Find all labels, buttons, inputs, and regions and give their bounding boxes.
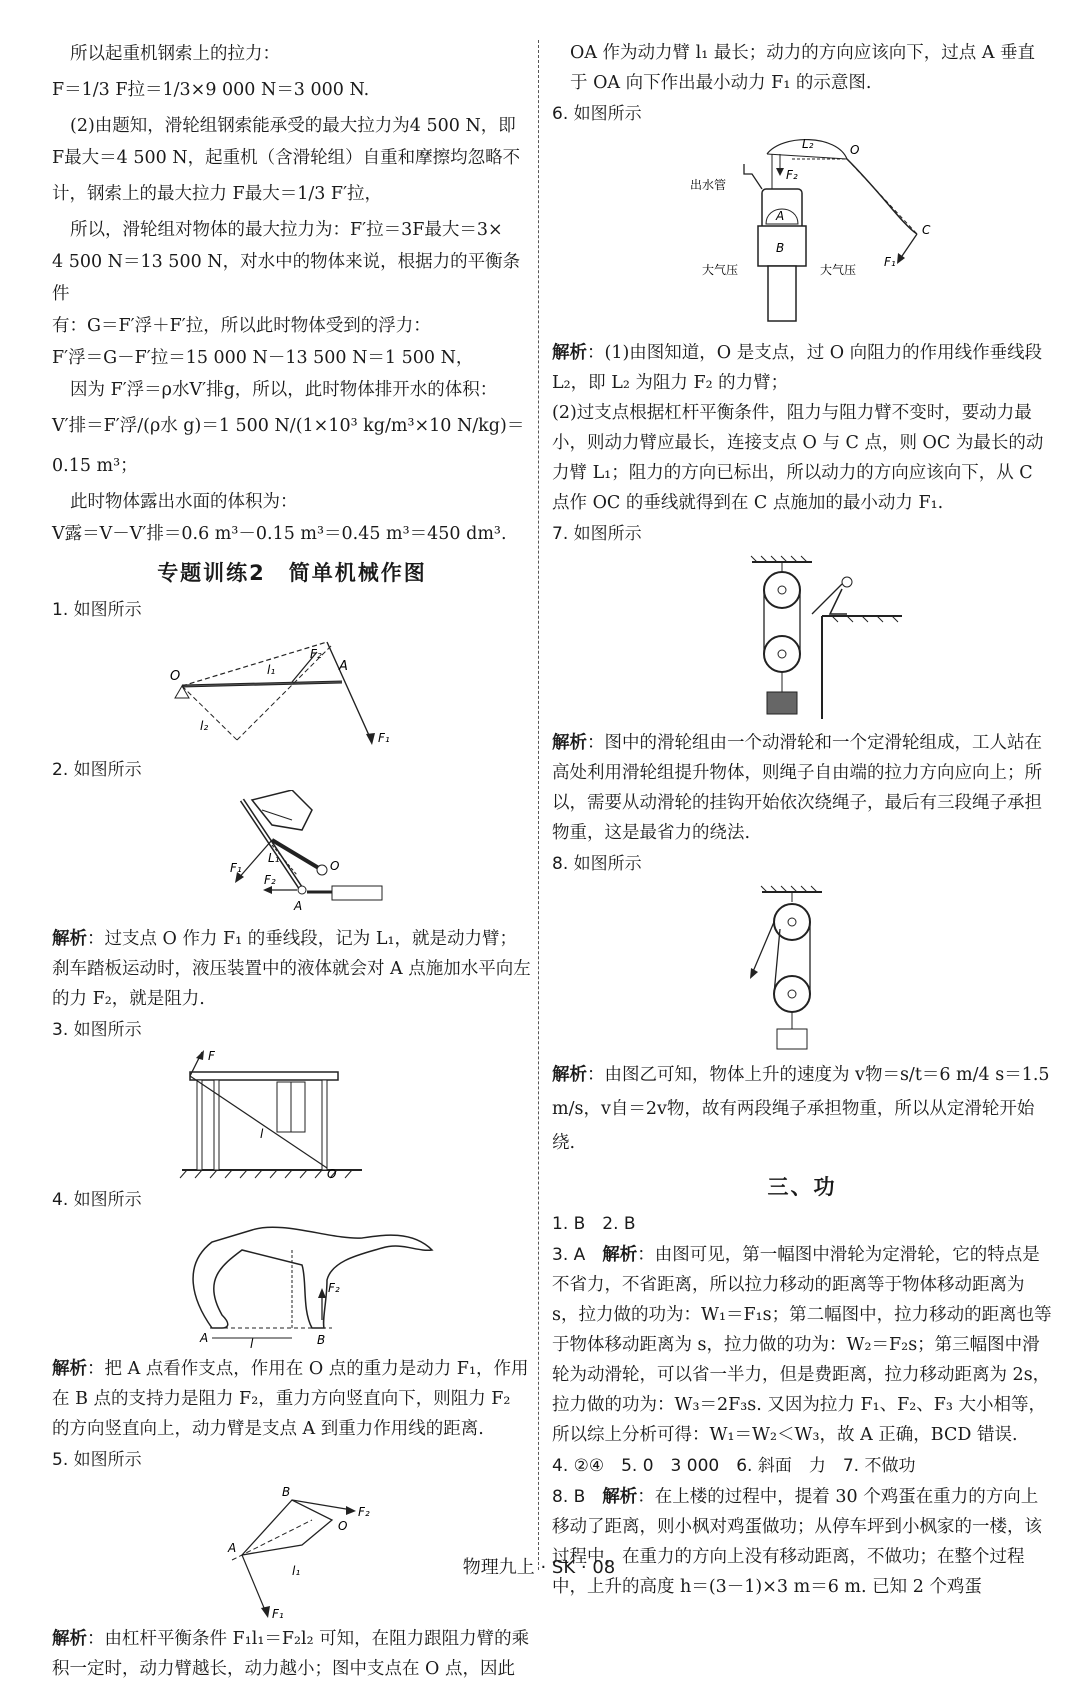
label-l: l: [250, 1337, 254, 1350]
answers-4-7: 4. ②④ 5. 0 3 000 6. 斜面 力 7. 不做功: [552, 1456, 916, 1476]
text-line: 所以起重机钢索上的拉力：: [70, 44, 280, 64]
q5-analysis-continued: OA 作为动力臂 l₁ 最长；动力的方向应该向下，过点 A 垂直于 OA 向下作出最小动力 F₁ 的示意图.: [570, 43, 1036, 93]
analysis-label: 解析: [602, 1487, 638, 1507]
answer-8: [552, 1482, 1052, 1602]
analysis-text: ：图中的滑轮组由一个动滑轮和一个定滑轮组成，工人站在高处利用滑轮组提升物体，则绳子自由端的拉力方向应向上；所以，需要从动滑轮的挂钩开始依次绕绳子，最后有三段绳子承担物重，这是最省力的绕法.: [552, 733, 1042, 843]
label-F1: F₁: [272, 1607, 284, 1620]
figure-4-pushup: [132, 1220, 452, 1350]
analysis-label: 解析: [52, 1629, 87, 1649]
label-l1: l₁: [292, 1564, 301, 1578]
analysis-label: 解析: [52, 929, 87, 949]
q8-analysis: [552, 1058, 1052, 1160]
label-O: O: [330, 859, 340, 873]
label-A: A: [294, 899, 303, 913]
label-F1: F₁: [884, 255, 896, 269]
label-air-right: 大气压: [820, 263, 857, 277]
label-C: C: [922, 223, 931, 237]
analysis-label: 解析: [552, 1065, 587, 1085]
text-line: F最大＝4 500 N，起重机（含滑轮组）自重和摩擦均忽略不: [52, 148, 521, 168]
analysis-text: ：过支点 O 作力 F₁ 的垂线段，记为 L₁，就是动力臂；刹车踏板运动时，液压装置中的液体就会对 A 点施加水平向左的力 F₂，就是阻力.: [52, 929, 531, 1009]
figure-7-pulley: [652, 554, 952, 724]
q4-analysis: [52, 1354, 532, 1444]
text-line: 所以，滑轮组对物体的最大拉力为：F′拉＝3F最大＝3×: [70, 220, 503, 240]
formula-line: V露＝V－V′排＝0.6 m³－0.15 m³＝0.45 m³＝450 dm³.: [52, 524, 507, 544]
question-6: 6. 如图所示: [552, 104, 642, 124]
label-F2: F₂: [310, 647, 322, 661]
label-F2: F₂: [328, 1281, 340, 1295]
question-1: 1. 如图所示: [52, 600, 142, 620]
analysis-text: ：由图乙可知，物体上升的速度为 v物＝s/t＝6 m/4 s＝1.5 m/s，v自＝2v物，故有两段绳子承担物重，所以从定滑轮开始绕.: [552, 1065, 1050, 1153]
question-8: 8. 如图所示: [552, 854, 642, 874]
q6-analysis: [552, 338, 1052, 398]
text-line: 4 500 N＝13 500 N，对水中的物体来说，根据力的平衡条件: [52, 252, 521, 304]
label-F2: F₂: [786, 168, 798, 182]
answer-3-head: 3. A: [552, 1245, 603, 1265]
question-5: 5. 如图所示: [52, 1450, 142, 1470]
label-L1: L₁: [268, 851, 280, 865]
label-O: O: [327, 1167, 337, 1180]
label-air-left: 大气压: [702, 263, 739, 277]
answer-8-head: 8. B: [552, 1487, 603, 1507]
right-column: [552, 38, 1052, 1602]
formula-line: F＝1/3 F拉＝1/3×9 000 N＝3 000 N.: [52, 80, 370, 100]
figure-1-lever: [142, 630, 442, 750]
analysis-label: 解析: [552, 733, 587, 753]
text-line: 因为 F′浮＝ρ水V′排g，所以，此时物体排开水的体积：: [70, 380, 498, 400]
label-O: O: [850, 143, 860, 157]
analysis-text: ：在上楼的过程中，提着 30 个鸡蛋在重力的方向上移动了距离，则小枫对鸡蛋做功；从停车坪到小枫家的一楼，该过程中，在重力的方向上没有移动距离，不做功；在整个过程中，上升的高度 h＝(3－1)×3 m＝6 m. 已知 2 个鸡蛋: [552, 1487, 1042, 1597]
page-footer: 物理九上 · SK · 08: [462, 1557, 616, 1578]
analysis-label: 解析: [552, 343, 587, 363]
label-A: A: [228, 1541, 237, 1555]
label-O: O: [170, 669, 181, 684]
question-7: 7. 如图所示: [552, 524, 642, 544]
label-L2: L₂: [802, 137, 814, 151]
section-3-title: 三、功: [767, 1175, 837, 1199]
question-3: 3. 如图所示: [52, 1020, 142, 1040]
text-line: (2)由题知，滑轮组钢索能承受的最大拉力为4 500 N，即: [70, 116, 516, 136]
answer-3: [552, 1240, 1052, 1450]
label-O: O: [338, 1519, 348, 1533]
figure-6-toilet-lever: [642, 134, 962, 334]
label-pipe: 出水管: [690, 178, 727, 192]
analysis-text: ：(1)由图知道，O 是支点，过 O 向阻力的作用线作垂线段 L₂，即 L₂ 为阻力 F₂ 的力臂；: [552, 343, 1043, 393]
figure-3-table: [142, 1050, 442, 1180]
label-F1: F₁: [230, 861, 242, 875]
answers-1-2: 1. B 2. B: [552, 1214, 636, 1234]
label-A: A: [200, 1331, 209, 1345]
label-A: A: [339, 659, 348, 674]
text-line: F′浮＝G－F′拉＝15 000 N－13 500 N＝1 500 N，: [52, 348, 474, 368]
label-l: l: [260, 1127, 264, 1141]
analysis-text: ：把 A 点看作支点，作用在 O 点的重力是动力 F₁，作用在 B 点的支持力是阻力 F₂，重力方向竖直向下，则阻力 F₂ 的方向竖直向上，动力臂是支点 A 到重力作用线的距离.: [52, 1359, 529, 1439]
label-F2: F₂: [264, 873, 276, 887]
formula-line: V′排＝F′浮/(ρ水 g)＝1 500 N/(1×10³ kg/m³×10 N/kg)＝0.15 m³；: [52, 416, 525, 476]
text-line: 有：G＝F′浮＋F′拉，所以此时物体受到的浮力：: [52, 316, 431, 336]
label-B: B: [776, 241, 785, 255]
label-A: A: [776, 209, 785, 223]
text-line: 计，钢索上的最大拉力 F最大＝1/3 F′拉，: [52, 184, 383, 204]
analysis-label: 解析: [602, 1245, 638, 1265]
label-l2: l₂: [200, 719, 209, 733]
label-F2: F₂: [358, 1505, 370, 1519]
left-column: [52, 38, 532, 1684]
q5-analysis: [52, 1624, 532, 1684]
q6-analysis-2: (2)过支点根据杠杆平衡条件，阻力与阻力臂不变时，要动力最小，则动力臂应最长，连接支点 O 与 C 点，则 OC 为最长的动力臂 L₁；阻力的方向已标出，所以动力的方向应该向下，从 C 点作 OC 的垂线就得到在 C 点施加的最小动力 F₁.: [552, 403, 1044, 513]
figure-2-brake-pedal: [142, 790, 442, 920]
text-line: 此时物体露出水面的体积为：: [70, 492, 298, 512]
analysis-label: 解析: [52, 1359, 87, 1379]
label-F1: F₁: [378, 731, 390, 745]
analysis-text: ：由杠杆平衡条件 F₁l₁＝F₂l₂ 可知，在阻力跟阻力臂的乘积一定时，动力臂越长，动力越小；图中支点在 O 点，因此: [52, 1629, 530, 1679]
analysis-text: ：由图可见，第一幅图中滑轮为定滑轮，它的特点是不省力，不省距离，所以拉力移动的距离等于物体移动距离为 s，拉力做的功为：W₁＝F₁s；第二幅图中，拉力移动的距离也等于物体移动距离为 s，拉力做的功为：W₂＝F₂s；第三幅图中滑轮为动滑轮，可以省一半力，但是费距离，拉力移动距离为 2s，拉力做的功为：W₃＝2F₃s. 又因为拉力 F₁、F₂、F₃ 大小相等，所以综上分析可得：W₁＝W₂＜W₃，故 A 正确，BCD 错误.: [552, 1245, 1052, 1445]
column-divider: [538, 40, 539, 1570]
question-4: 4. 如图所示: [52, 1190, 142, 1210]
label-B: B: [282, 1485, 291, 1499]
q2-analysis: [52, 924, 532, 1014]
question-2: 2. 如图所示: [52, 760, 142, 780]
label-B: B: [317, 1333, 326, 1347]
q7-analysis: [552, 728, 1052, 848]
section-title: 专题训练2 简单机械作图: [157, 561, 427, 585]
figure-8-pulley: [652, 884, 952, 1054]
label-F: F: [208, 1050, 215, 1063]
figure-5-lever: [142, 1480, 442, 1620]
label-l1: l₁: [267, 663, 276, 677]
